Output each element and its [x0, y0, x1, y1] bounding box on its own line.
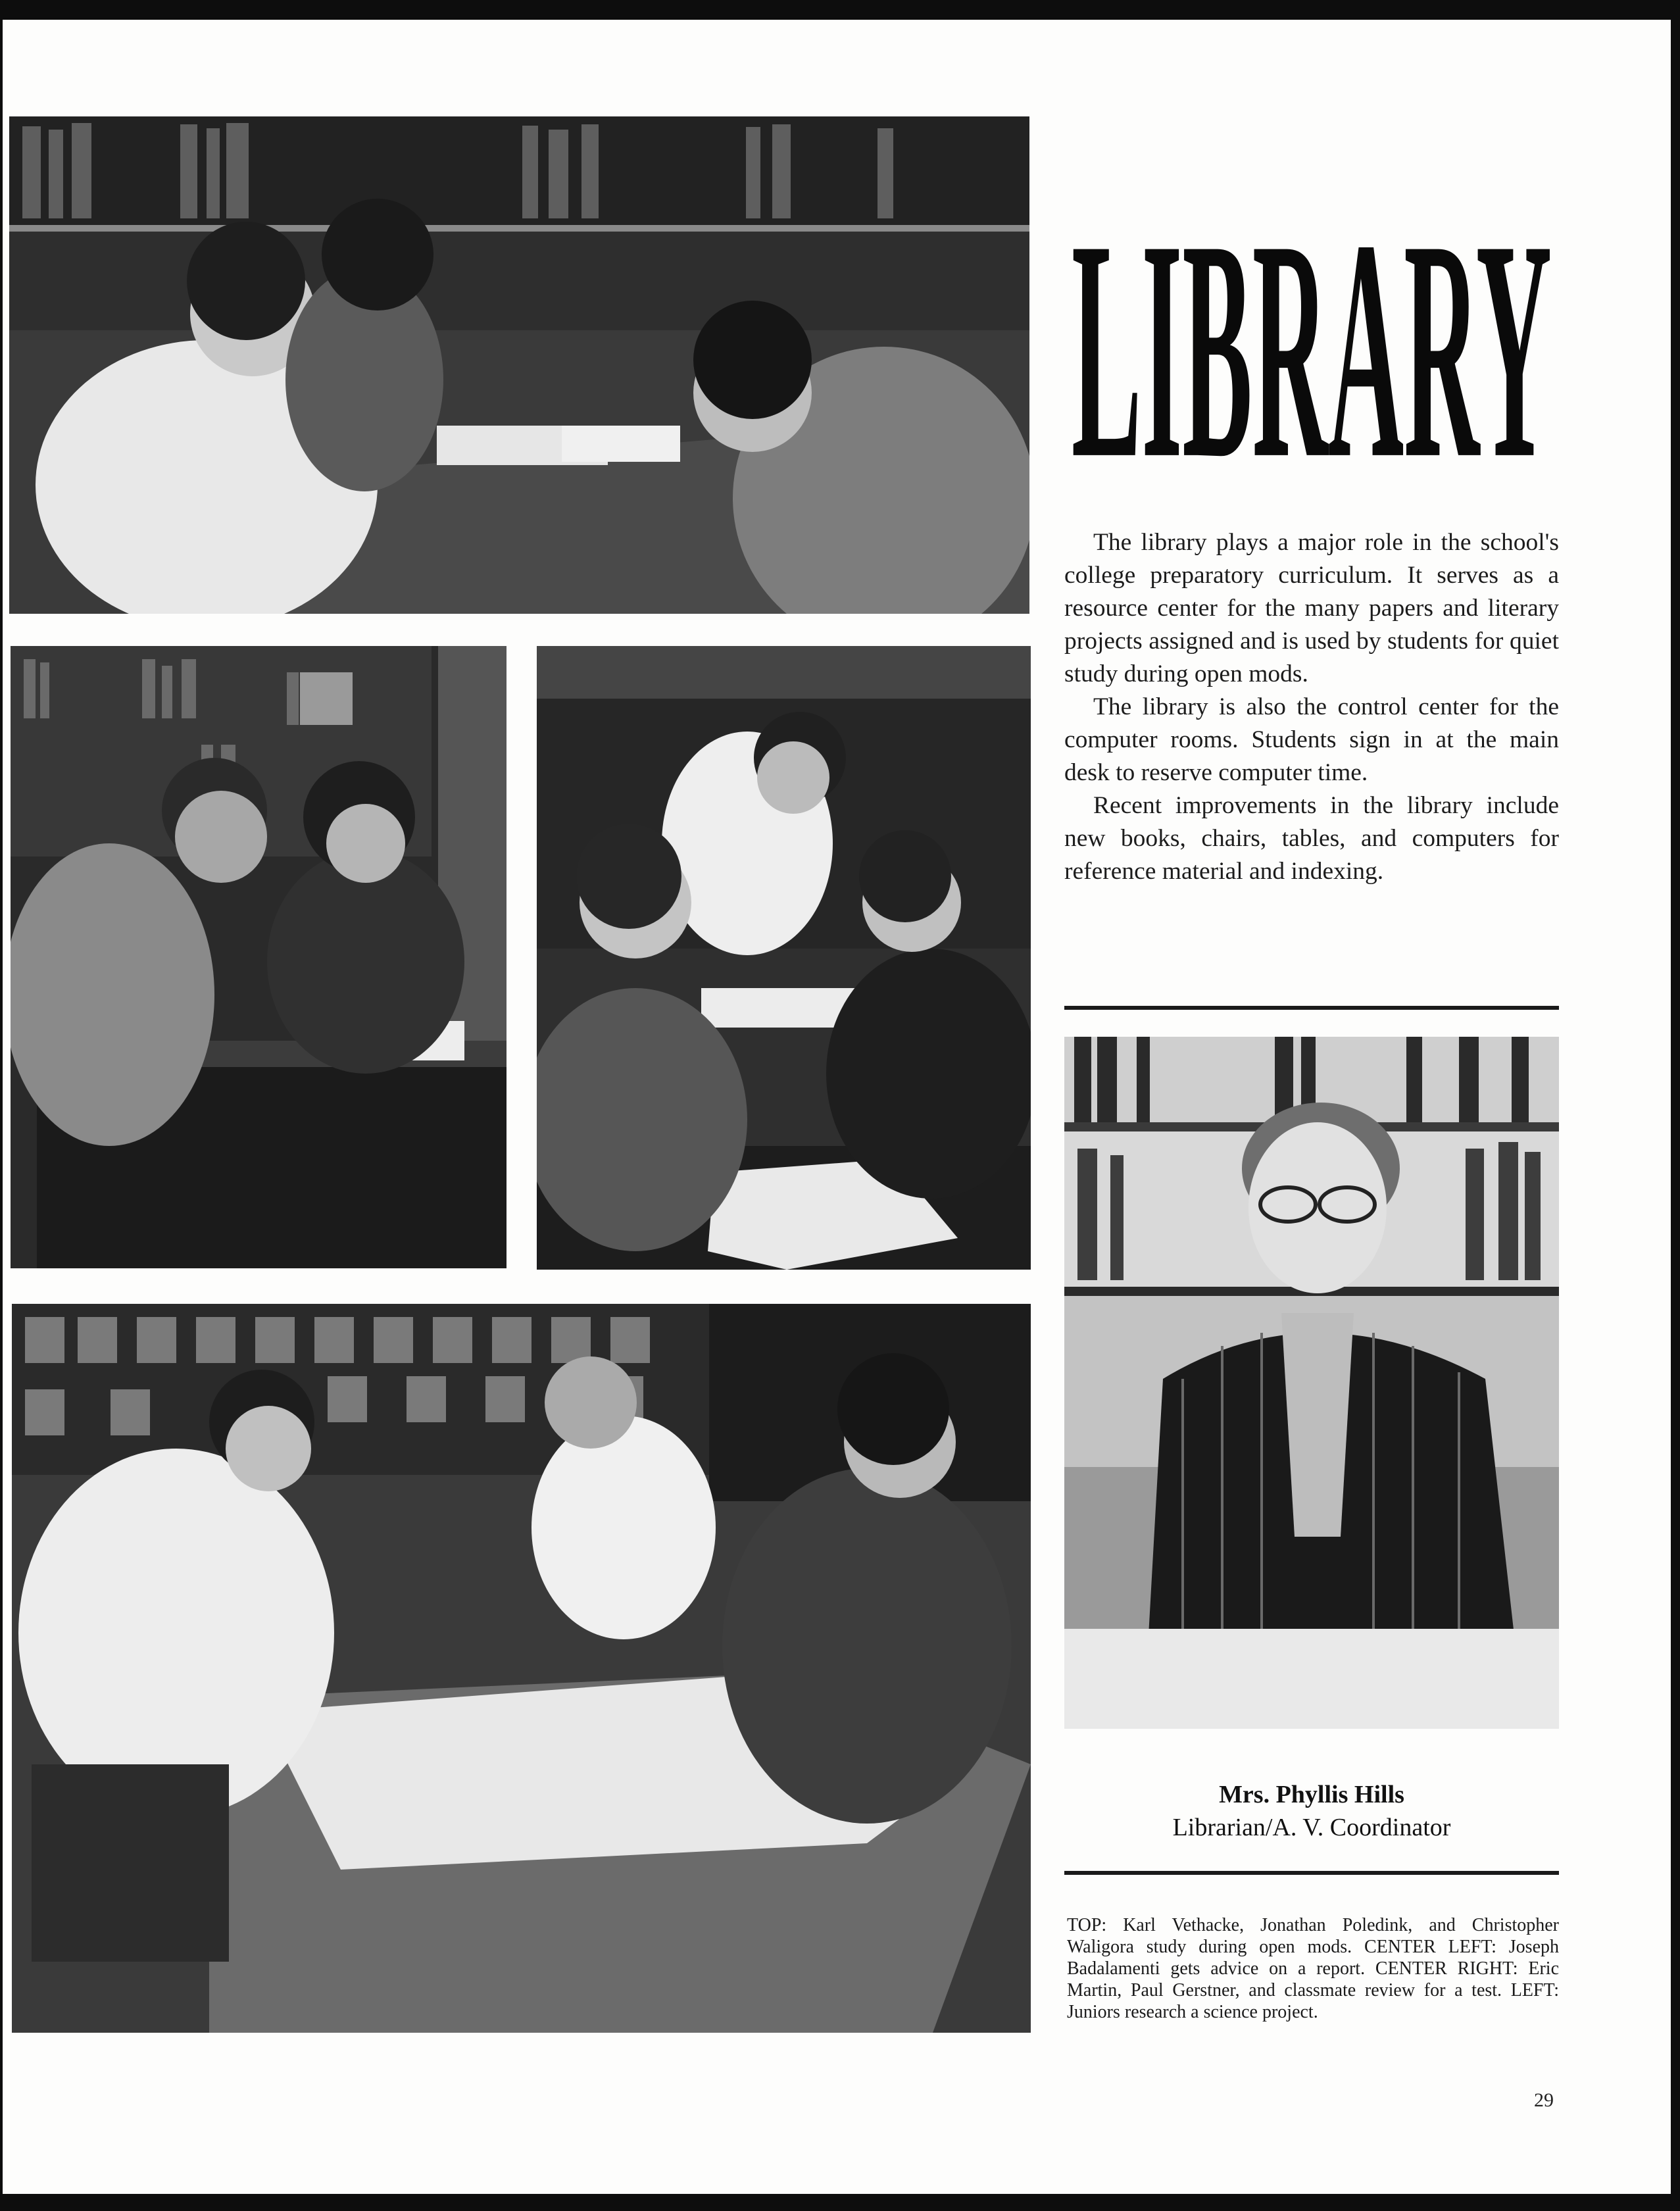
- photo-credits: TOP: Karl Vethacke, Jonathan Poledink, and Christopher Waligora study during open mods. CENTER LEFT: Joseph Badalamenti gets advice on a report. CENTER RIGHT: Eric Martin, Paul Gerstner, and classmate review for a test. LEFT: Juniors research a science project.: [1067, 1915, 1559, 2022]
- photo-center-right-review: [537, 646, 1031, 1270]
- photo-top-students-studying: [9, 116, 1029, 614]
- librarian-name: Mrs. Phyllis Hills: [1219, 1781, 1404, 1808]
- paragraph-3: Recent improvements in the library include new books, chairs, tables, and computers for reference material and indexing.: [1064, 792, 1559, 885]
- divider-top: [1064, 1006, 1559, 1010]
- photo-librarian-portrait: [1064, 1037, 1559, 1729]
- library-title-text: LIBRARY: [1072, 174, 1552, 500]
- photo-top-image: [9, 116, 1029, 614]
- photo-center-left-image: [11, 646, 506, 1268]
- divider-bottom: [1064, 1871, 1559, 1875]
- photo-center-right-image: [537, 646, 1031, 1270]
- yearbook-page: [3, 20, 1671, 2194]
- photo-bottom-image: [12, 1304, 1031, 2033]
- paragraph-2: The library is also the control center for the computer rooms. Students sign in at the main desk to reserve computer time.: [1064, 693, 1559, 786]
- page-number: 29: [1534, 2089, 1554, 2111]
- section-title: [1064, 148, 1559, 500]
- photo-center-left-advice: [11, 646, 506, 1268]
- portrait-image: [1064, 1037, 1559, 1729]
- librarian-role: Librarian/A. V. Coordinator: [1172, 1814, 1451, 1841]
- library-description: [1064, 526, 1559, 888]
- paragraph-1: The library plays a major role in the school's college preparatory curriculum. It serves as a resource center for the many papers and literary projects assigned and is used by students for quiet study during open mods.: [1064, 529, 1559, 687]
- photo-bottom-juniors-research: [12, 1304, 1031, 2033]
